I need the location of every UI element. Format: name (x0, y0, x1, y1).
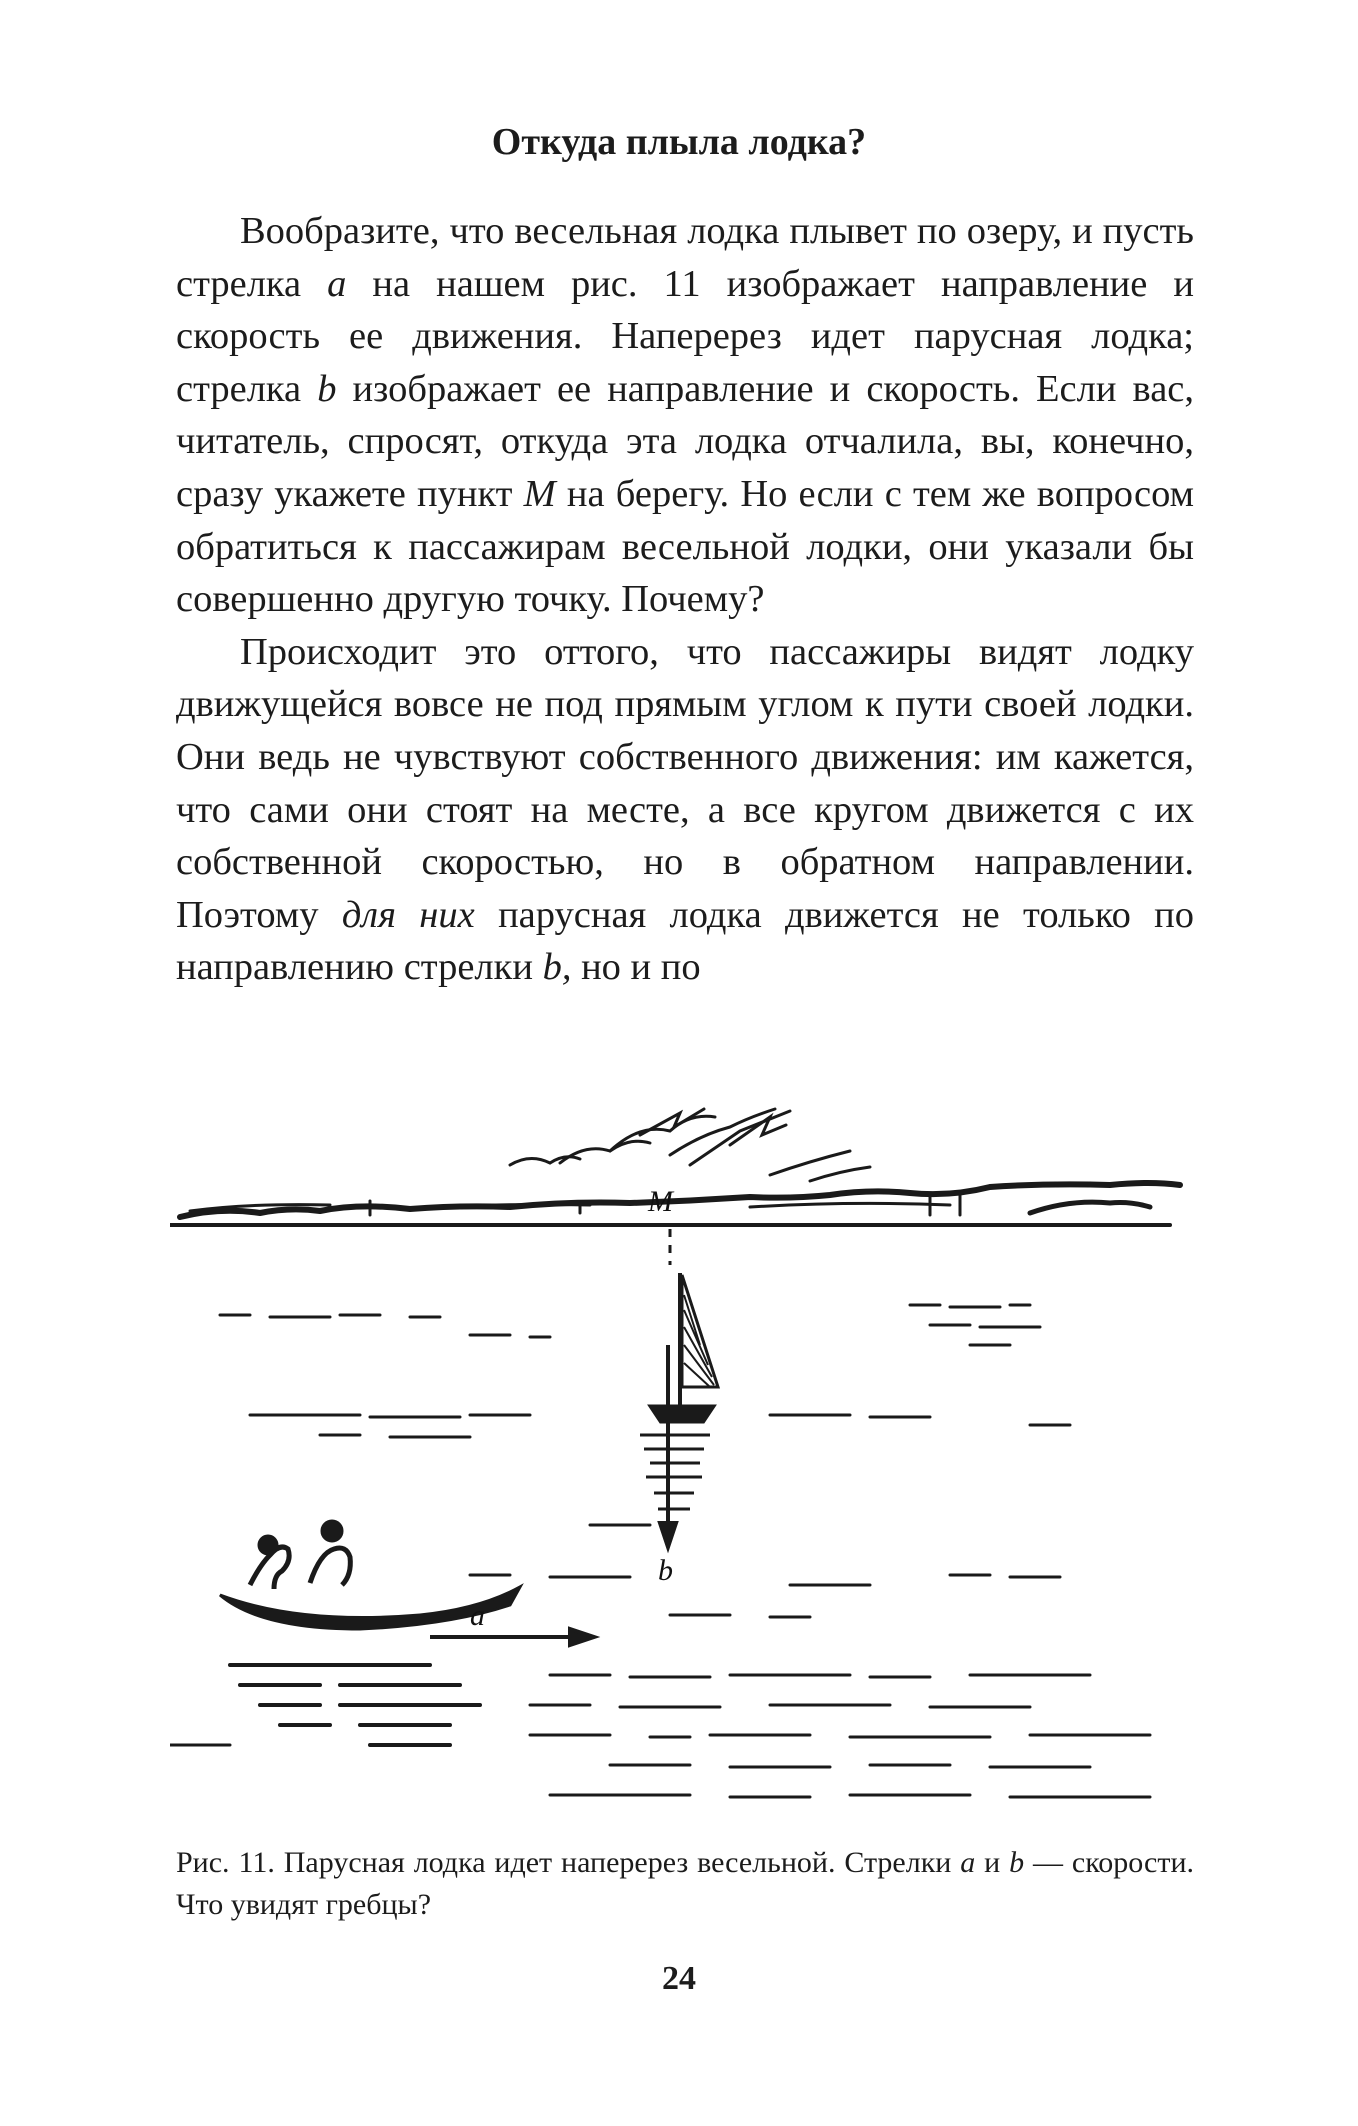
text-run: — скорости. Что увидят гребцы? (176, 1846, 1194, 1921)
foreground-ripples (170, 1675, 1150, 1797)
text-run: Происходит это оттого, что пассажиры видят лодку движущейся вовсе не под прямым углом к пути своей лодки. Они ведь не чувствуют собственного движения: им кажется, что сами они стоят на месте, а все кругом движется с их собственной скоростью, но в обратном направлении. Поэтому (176, 630, 1194, 936)
text-run: Рис. 11. Парусная лодка идет наперерез весельной. Стрелки (176, 1846, 961, 1879)
label-a: a (470, 1599, 485, 1632)
body-text (176, 205, 1194, 994)
text-run: на нашем рис. 11 изображает направление и скорость ее движения. Наперерез идет парусная лодка; стрелка (176, 262, 1194, 410)
paragraph-2 (176, 626, 1194, 994)
sailboat-reflection (640, 1435, 710, 1509)
variable-a: a (960, 1846, 976, 1879)
text-run: парусная лодка движется не только по направлению стрелки (176, 893, 1195, 989)
variable-m: M (523, 472, 556, 515)
label-m: M (648, 1185, 673, 1218)
section-title: Откуда плыла лодка? (491, 121, 867, 163)
paragraph-1 (176, 205, 1194, 626)
figure-11-illustration (170, 1105, 1200, 1805)
text-run: на берегу. Но если с тем же вопросом обратиться к пассажирам весельной лодки, они указали бы совершенно другую точку. Почему? (176, 472, 1194, 621)
text-run: Вообразите, что весельная лодка плывет по озеру, и пусть стрелка (176, 210, 1194, 305)
text-run: изображает ее направление и скорость. Если вас, читатель, спросят, откуда эта лодка отчалила, вы, конечно, сразу укажете пункт (176, 367, 1194, 515)
birds-sketch (510, 1109, 870, 1181)
arrow-b (660, 1345, 676, 1547)
variable-b: b (1009, 1846, 1025, 1879)
variable-b: b, (542, 946, 572, 989)
variable-b: b (317, 367, 337, 410)
figure-caption (176, 1842, 1194, 1926)
rowboat-reflection (230, 1665, 480, 1745)
shoreline (170, 1183, 1180, 1225)
emphasis-text: для них (341, 893, 475, 936)
label-b: b (658, 1554, 673, 1587)
text-run: но и по (571, 946, 701, 989)
arrow-a (430, 1629, 594, 1645)
page-number: 24 (662, 1960, 696, 1997)
text-run: и (975, 1846, 1010, 1879)
variable-a: a (327, 262, 347, 305)
sailboat (648, 1273, 718, 1423)
